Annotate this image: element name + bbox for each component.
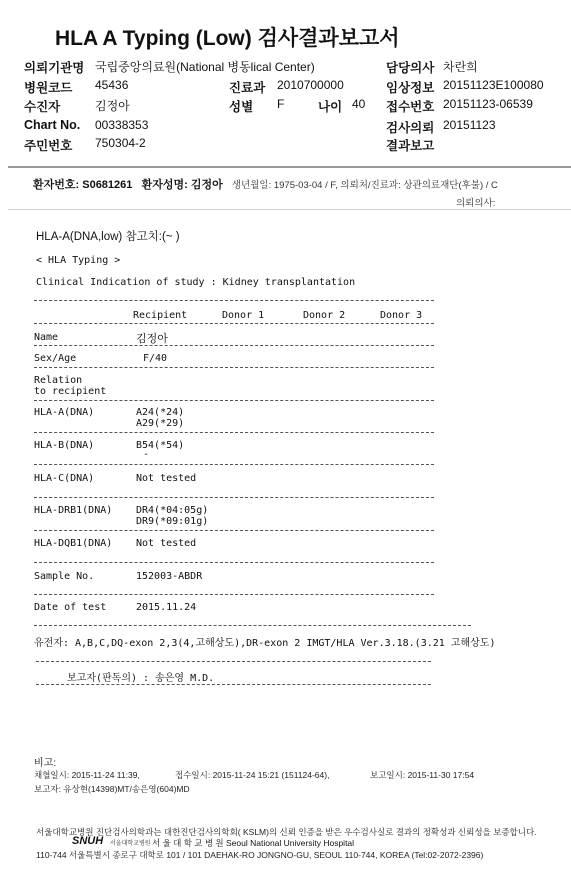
resident-no-label: 주민번호	[24, 139, 73, 153]
patient-name-label: 환자성명:	[141, 179, 188, 191]
method-note: 유전자: A,B,C,DQ-exon 2,3(4,고해상도),DR-exon 2 IMGT/HLA Ver.3.18.(3.21 고해상도)	[34, 638, 496, 649]
table-rule	[34, 400, 434, 401]
row-value: 2015.11.24	[136, 602, 197, 613]
row-label: Sex/Age	[34, 353, 77, 364]
table-rule	[34, 464, 434, 465]
clinical-info-label: 임상정보	[386, 81, 435, 95]
chart-no-value: 00338353	[95, 118, 149, 132]
sex-value: F	[277, 97, 285, 111]
examinee-label: 수진자	[24, 100, 61, 114]
sex-label: 성별	[229, 100, 254, 114]
age-label: 나이	[318, 100, 343, 114]
resident-no-value: 750304-2	[95, 136, 146, 150]
hospital-address: 110-744 서울특별시 종로구 대학로 101 / 101 DAEHAK-RO JONGNO-GU, SEOUL 110-744, KOREA (Tel:02-2072-2396)	[36, 850, 484, 860]
table-rule	[34, 432, 434, 433]
result-report-label: 결과보고	[386, 139, 435, 153]
requesting-doctor: 의뢰의사:	[456, 198, 496, 209]
reported-time: 보고일시: 2015-11-30 17:54	[370, 770, 475, 780]
row-value: DR4(*04:05g)	[136, 505, 209, 516]
row-label: Name	[34, 332, 59, 343]
request-date-label: 검사의뢰	[386, 121, 435, 135]
row-label: Date of test	[34, 602, 107, 613]
table-rule	[34, 367, 434, 368]
receipt-no-label: 접수번호	[386, 100, 435, 114]
row-label: HLA-B(DNA)	[34, 440, 95, 451]
patient-no-value: S0681261	[82, 179, 133, 191]
dept-value: 2010700000	[277, 78, 344, 92]
dept-label: 진료과	[229, 81, 266, 95]
age-value: 40	[352, 97, 366, 111]
snuh-logo-sub: 서울대학교병원	[110, 841, 151, 847]
section-title: < HLA Typing >	[36, 255, 121, 266]
row-value-2: A29(*29)	[136, 418, 185, 429]
reporters: 보고자: 유상현(14398)MT/송은영(604)MD	[34, 784, 190, 794]
row-label: Sample No.	[34, 571, 95, 582]
chart-no-label: Chart No.	[24, 118, 81, 132]
received-time: 접수일시: 2015-11-24 15:21 (151124-64),	[175, 770, 330, 780]
table-rule	[34, 323, 434, 324]
referring-org-value: 국립중앙의료원(National 병동lical Center)	[95, 60, 315, 74]
row-value: A24(*24)	[136, 407, 185, 418]
row-value: 152003-ABDR	[136, 571, 203, 582]
clinical-info-value: 20151123E100080	[443, 78, 544, 92]
table-rule	[34, 562, 434, 563]
row-value-2: -	[143, 449, 150, 460]
patient-no-label: 환자번호:	[33, 179, 80, 191]
collected-time: 채혈일시: 2015-11-24 11:39,	[34, 770, 140, 780]
table-rule	[34, 497, 434, 498]
reporter: 보고자(판독의) : 송은영 M.D.	[67, 673, 215, 684]
row-label: HLA-C(DNA)	[34, 473, 95, 484]
table-rule	[34, 625, 471, 626]
patient-name-value: 김정아	[190, 179, 223, 191]
divider	[8, 209, 571, 210]
table-rule	[34, 345, 434, 346]
row-value: F/40	[143, 353, 168, 364]
table-rule	[36, 661, 431, 662]
table-rule	[34, 300, 434, 301]
patient-bar	[33, 176, 498, 192]
remarks-label: 비고:	[34, 758, 57, 769]
examinee-value: 김정아	[95, 99, 130, 113]
row-label: HLA-DQB1(DNA)	[34, 538, 113, 549]
row-label-cont: to recipient	[34, 386, 107, 397]
row-label: Relation	[34, 375, 83, 386]
row-value: Not tested	[136, 473, 197, 484]
row-value: Not tested	[136, 538, 197, 549]
row-label: HLA-DRB1(DNA)	[34, 505, 113, 516]
row-label: HLA-A(DNA)	[34, 407, 95, 418]
table-rule	[36, 684, 431, 685]
table-rule	[34, 530, 434, 531]
certification-statement: 서울대학교병원 진단검사의학과는 대한진단검사의학회( KSLM)의 신뢰 인증을 받은 우수검사실로 결과의 정확성과 신뢰성을 보증합니다.	[36, 827, 537, 837]
row-value: 김정아	[136, 332, 168, 345]
patient-details: 생년월일: 1975-03-04 / F, 의뢰처/진료과: 상관의료재단(후불) / C	[231, 180, 498, 191]
column-header-donor-2: Donor 2	[303, 310, 346, 321]
column-header-donor-1: Donor 1	[222, 310, 265, 321]
hospital-code-label: 병원코드	[24, 81, 73, 95]
report-heading: HLA-A(DNA,low) 참고치:(~ )	[36, 231, 180, 243]
referring-org-label: 의뢰기관명	[24, 61, 85, 75]
divider	[8, 166, 571, 168]
row-value-2: DR9(*09:01g)	[136, 516, 209, 527]
doctor-value: 차란희	[443, 60, 478, 74]
hospital-name: 서 울 대 학 교 병 원 Seoul National University Hospital	[152, 838, 355, 848]
request-date-value: 20151123	[443, 118, 496, 132]
clinical-indication: Clinical Indication of study : Kidney transplantation	[36, 277, 356, 288]
hospital-code-value: 45436	[95, 78, 129, 92]
column-header-recipient: Recipient	[133, 310, 188, 321]
report-title: HLA A Typing (Low) 검사결과보고서	[55, 27, 400, 50]
snuh-logo: SNUH	[72, 835, 104, 847]
receipt-no-value: 20151123-06539	[443, 97, 533, 111]
row-value: B54(*54)	[136, 440, 185, 451]
column-header-donor-3: Donor 3	[380, 310, 423, 321]
doctor-label: 담당의사	[386, 61, 435, 75]
table-rule	[34, 594, 434, 595]
